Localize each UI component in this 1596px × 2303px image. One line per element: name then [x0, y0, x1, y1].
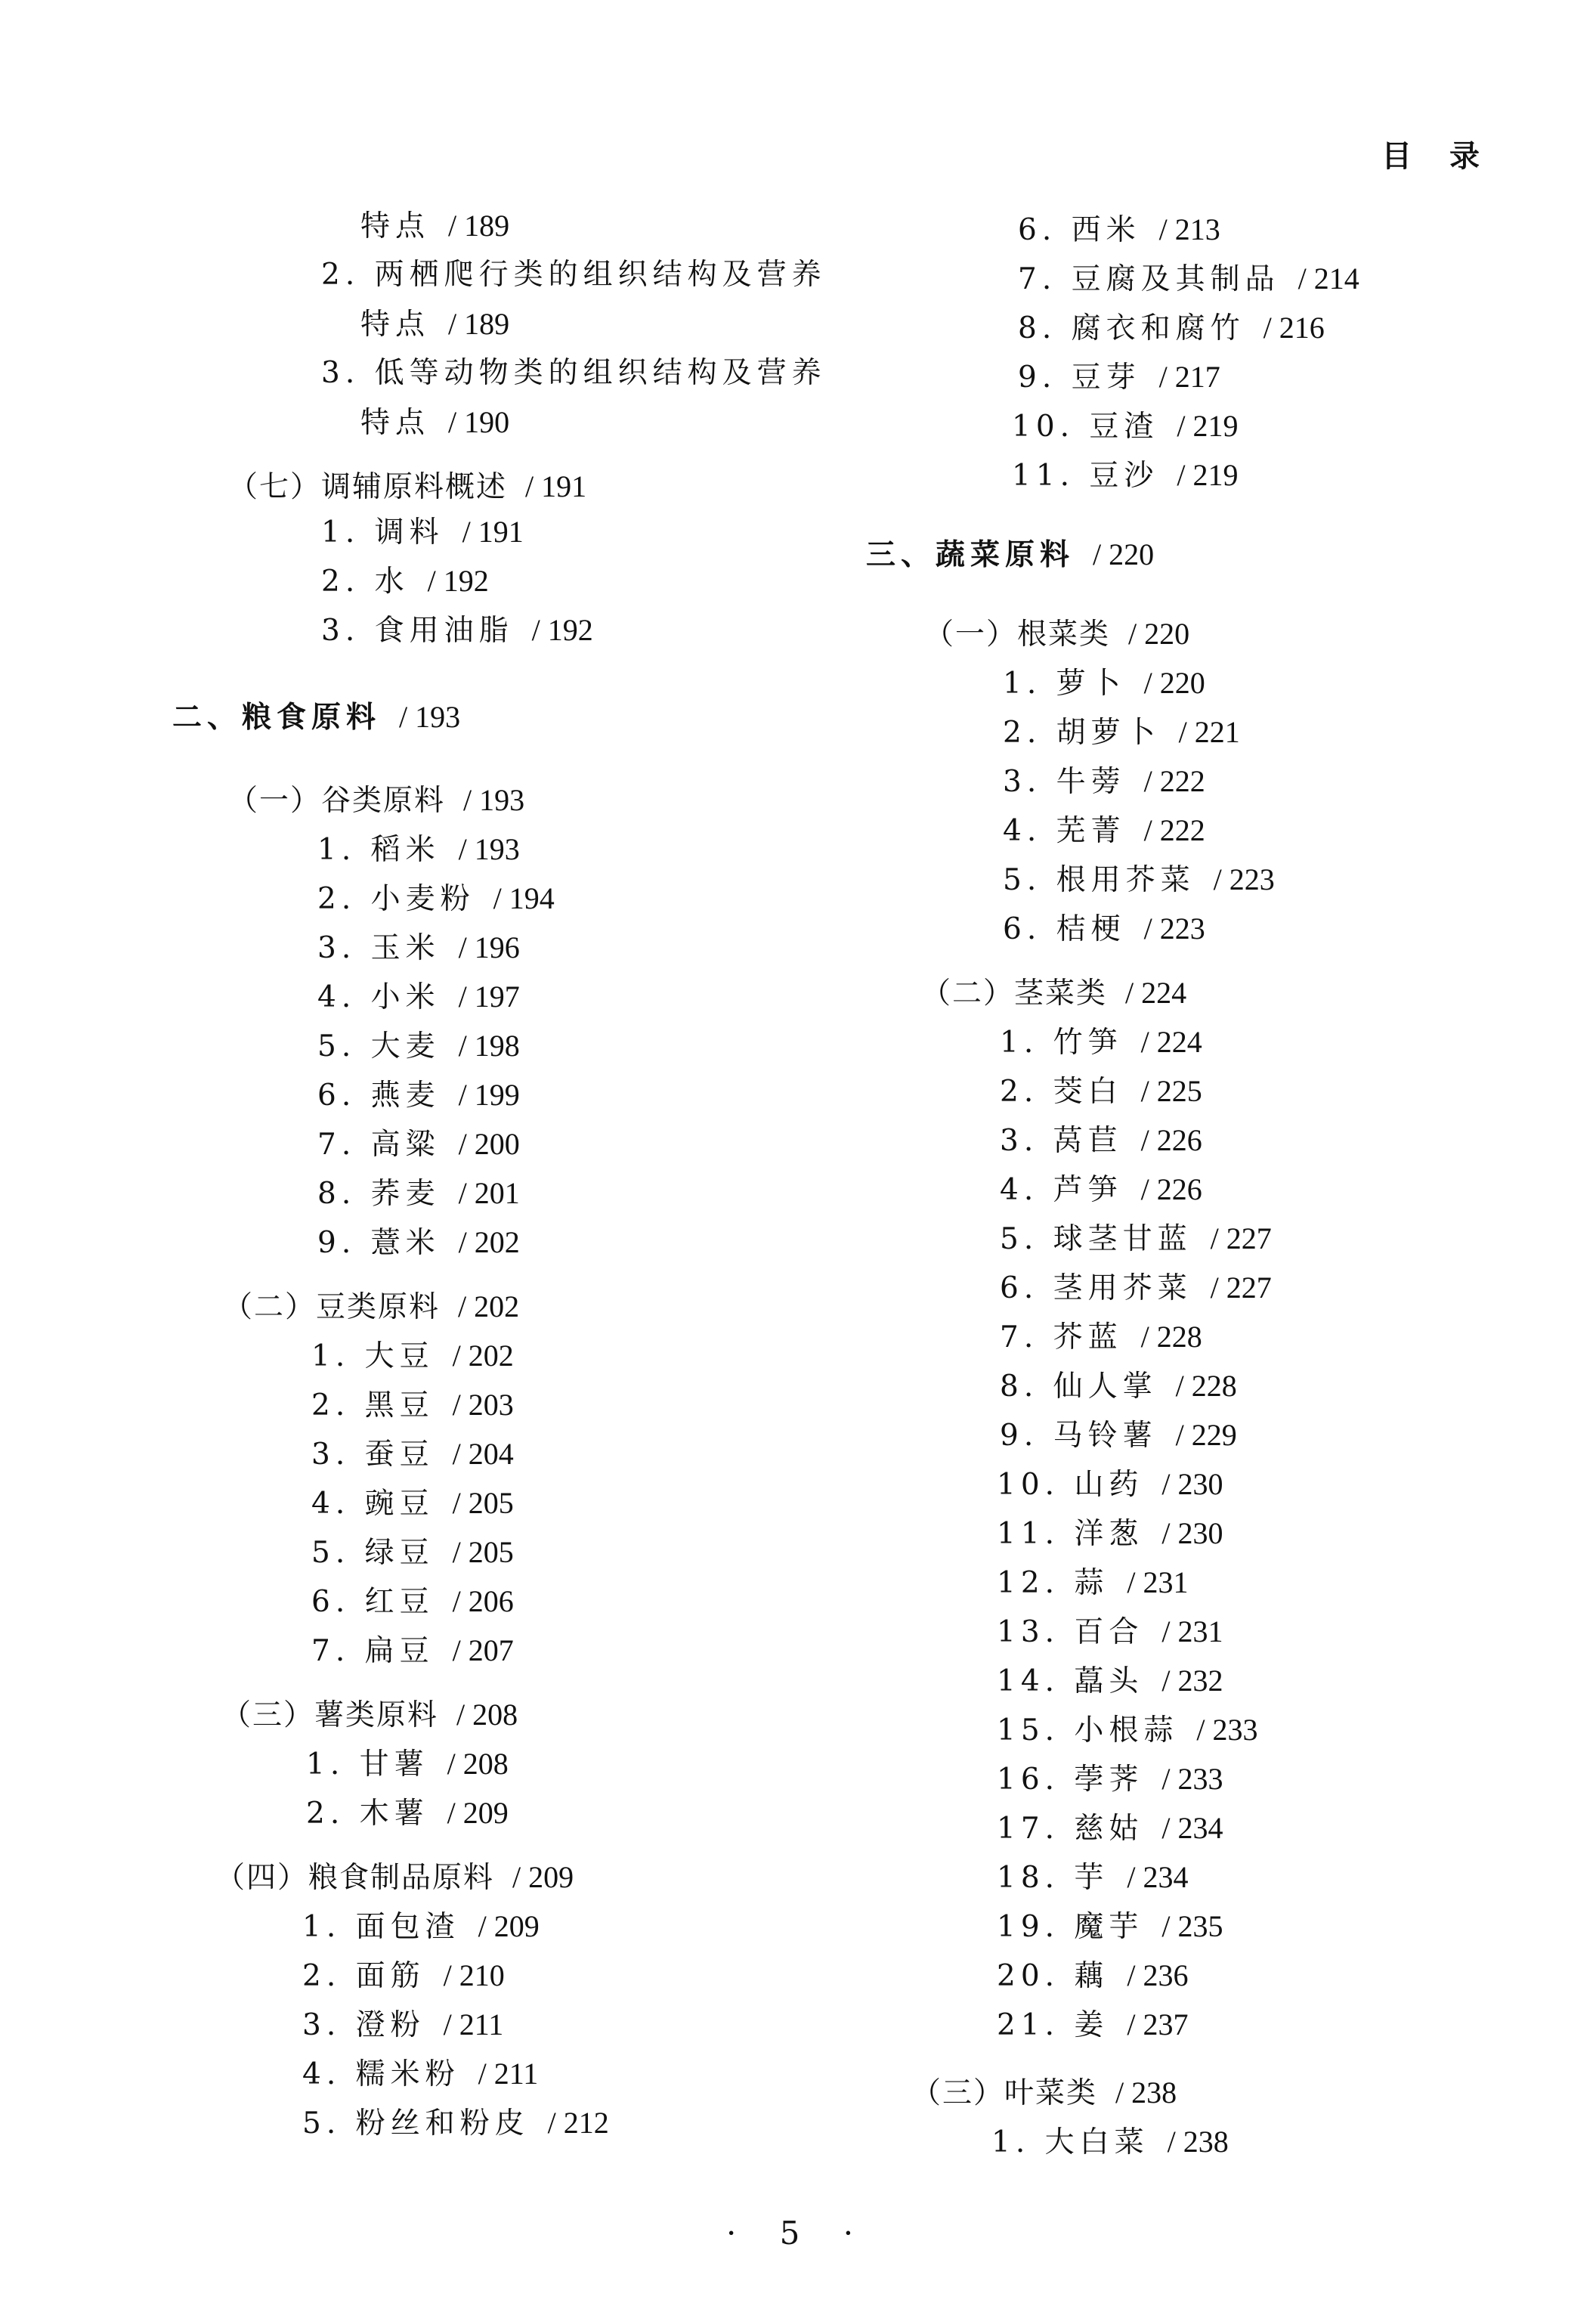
toc-entry: [1003, 665, 1205, 702]
toc-entry-page: / 206: [452, 1584, 514, 1618]
toc-entry-title: 3. 牛蒡: [1003, 765, 1126, 799]
toc-entry-page: / 193: [399, 700, 461, 734]
toc-entry-title: 5. 球茎甘蓝: [1000, 1222, 1192, 1256]
toc-entry: [321, 257, 827, 293]
toc-entry-title: 19. 魔芋: [997, 1910, 1144, 1944]
toc-entry-title: 3. 蚕豆: [311, 1438, 435, 1472]
toc-entry: [172, 699, 460, 736]
toc-entry-title: 3. 莴苣: [1000, 1124, 1123, 1158]
toc-entry-title: 6. 茎用芥菜: [1000, 1271, 1192, 1305]
toc-entry-title: 5. 粉丝和粉皮: [302, 2106, 530, 2140]
toc-entry-page: / 212: [547, 2106, 609, 2140]
toc-entry-page: / 236: [1127, 1958, 1189, 1992]
toc-entry-page: / 231: [1161, 1614, 1223, 1648]
toc-entry: [223, 1289, 519, 1326]
toc-entry-page: / 230: [1161, 1516, 1223, 1550]
toc-entry-page: / 205: [452, 1535, 514, 1569]
toc-entry-title: 3. 玉米: [317, 931, 441, 965]
toc-entry-page: / 194: [493, 881, 555, 915]
toc-entry-title: 6. 燕麦: [317, 1079, 441, 1113]
toc-entry: [321, 563, 489, 600]
toc-entry-title: 特点: [360, 209, 431, 243]
toc-entry-title: （三）薯类原料: [221, 1698, 439, 1732]
toc-entry: [321, 355, 827, 392]
toc-entry: [228, 469, 586, 506]
toc-entry-page: / 219: [1177, 458, 1239, 492]
toc-entry: [1003, 911, 1205, 948]
toc-entry-page: / 225: [1140, 1074, 1202, 1108]
toc-entry: [997, 1958, 1189, 1995]
toc-entry: [317, 831, 520, 868]
toc-entry-title: 4. 小米: [317, 980, 441, 1014]
toc-entry-title: 11. 洋葱: [997, 1517, 1144, 1551]
toc-entry: [1003, 763, 1205, 800]
toc-entry-title: 10. 山药: [997, 1468, 1144, 1502]
toc-entry-title: （一）根菜类: [924, 618, 1111, 652]
toc-entry-page: / 229: [1175, 1418, 1237, 1452]
toc-entry-title: 2. 黑豆: [311, 1388, 435, 1422]
toc-entry-title: 2. 水: [321, 565, 410, 599]
toc-entry: [228, 782, 524, 819]
toc-entry-title: 9. 豆芽: [1018, 361, 1141, 395]
toc-entry-title: 5. 绿豆: [311, 1536, 435, 1570]
toc-entry: [317, 1126, 520, 1163]
toc-entry: [321, 612, 593, 649]
toc-entry-title: 8. 腐衣和腐竹: [1018, 311, 1245, 345]
toc-entry: [311, 1633, 514, 1670]
toc-entry-title: 1. 大豆: [311, 1339, 435, 1373]
toc-entry-title: 13. 百合: [997, 1615, 1144, 1649]
toc-entry-title: 特点: [360, 308, 431, 342]
toc-entry-title: 7. 高粱: [317, 1128, 441, 1162]
toc-entry: [306, 1746, 509, 1783]
toc-entry: [997, 1614, 1223, 1651]
toc-entry: [317, 1175, 520, 1212]
toc-entry: [1003, 862, 1275, 899]
toc-entry: [317, 979, 520, 1016]
toc-entry-title: 3. 低等动物类的组织结构及营养: [321, 356, 827, 390]
toc-entry-page: / 209: [512, 1860, 574, 1894]
toc-entry-title: 1. 大白菜: [991, 2125, 1149, 2159]
toc-entry-title: 1. 稻米: [317, 833, 441, 867]
toc-entry-title: 1. 竹笋: [1000, 1026, 1123, 1060]
toc-entry-title: 6. 桔梗: [1003, 912, 1126, 946]
toc-entry: [1000, 1319, 1202, 1356]
toc-entry-title: 14. 藠头: [997, 1664, 1144, 1698]
toc-entry: [302, 1908, 540, 1945]
toc-entry-title: 1. 甘薯: [306, 1747, 429, 1781]
toc-entry-title: 5. 大麦: [317, 1029, 441, 1063]
toc-entry: [997, 1859, 1189, 1896]
toc-entry-page: / 213: [1158, 212, 1220, 246]
toc-entry-page: / 208: [456, 1698, 518, 1732]
toc-entry-title: 20. 藕: [997, 1959, 1109, 1993]
toc-entry: [997, 1761, 1223, 1798]
toc-entry-title: （一）谷类原料: [228, 784, 446, 818]
toc-entry-page: / 226: [1140, 1172, 1202, 1206]
toc-entry: [311, 1338, 514, 1375]
toc-entry-page: / 217: [1158, 360, 1220, 394]
toc-entry-page: / 202: [458, 1225, 520, 1259]
toc-entry-page: / 207: [452, 1633, 514, 1667]
toc-entry: [360, 208, 509, 245]
toc-entry-page: / 238: [1167, 2125, 1229, 2159]
toc-entry: [360, 306, 509, 343]
toc-entry-page: / 192: [427, 564, 489, 598]
toc-entry-title: 1. 调料: [321, 515, 444, 549]
toc-entry: [311, 1534, 514, 1571]
toc-entry-page: / 193: [463, 783, 525, 817]
toc-entry-page: / 220: [1093, 537, 1155, 571]
toc-entry-page: / 209: [478, 1909, 540, 1943]
toc-entry-title: 2. 胡萝卜: [1003, 716, 1161, 750]
toc-entry: [1000, 1172, 1202, 1209]
toc-entry-title: 5. 根用芥菜: [1003, 863, 1195, 897]
toc-entry-page: / 220: [1143, 666, 1205, 700]
toc-entry-page: / 221: [1178, 715, 1240, 749]
toc-entry-title: 1. 萝卜: [1003, 667, 1126, 701]
toc-entry-page: / 222: [1143, 813, 1205, 847]
toc-entry-page: / 204: [452, 1437, 514, 1471]
toc-entry: [1018, 212, 1220, 249]
toc-entry: [317, 1077, 520, 1114]
toc-entry-page: / 223: [1213, 862, 1275, 896]
toc-entry-page: / 200: [458, 1127, 520, 1161]
toc-entry-page: / 227: [1210, 1221, 1272, 1255]
toc-entry: [321, 514, 524, 551]
toc-entry-title: 7. 扁豆: [311, 1634, 435, 1668]
toc-entry-page: / 192: [531, 613, 593, 647]
running-header: 目 录: [1381, 139, 1493, 174]
toc-entry-page: / 197: [458, 980, 520, 1014]
toc-entry-title: 2. 两栖爬行类的组织结构及营养: [321, 258, 827, 292]
toc-entry-page: / 210: [443, 1958, 505, 1992]
toc-entry: [1000, 1368, 1237, 1405]
toc-entry-page: / 193: [458, 832, 520, 866]
toc-entry-page: / 237: [1127, 2007, 1189, 2041]
toc-entry: [311, 1485, 514, 1522]
toc-entry: [311, 1387, 514, 1424]
toc-entry-title: 特点: [360, 406, 431, 440]
toc-entry: [1000, 1417, 1237, 1454]
toc-entry: [1018, 261, 1359, 298]
toc-entry-page: / 230: [1161, 1467, 1223, 1501]
toc-entry-page: / 198: [458, 1029, 520, 1063]
toc-entry-page: / 235: [1161, 1909, 1223, 1943]
toc-entry-page: / 216: [1263, 311, 1325, 345]
toc-entry-page: / 219: [1177, 409, 1239, 443]
toc-entry-page: / 189: [448, 307, 510, 341]
toc-entry: [1018, 310, 1325, 347]
toc-entry: [921, 975, 1186, 1012]
toc-entry: [1000, 1122, 1202, 1159]
toc-entry-page: / 190: [448, 405, 510, 439]
toc-entry: [302, 2056, 538, 2093]
toc-entry: [997, 1515, 1223, 1552]
toc-entry-page: / 234: [1127, 1860, 1189, 1894]
toc-entry-page: / 233: [1196, 1713, 1258, 1747]
toc-entry-title: （三）叶菜类: [911, 2076, 1098, 2110]
toc-entry-title: 二、粮食原料: [172, 701, 382, 735]
toc-entry-title: 4. 豌豆: [311, 1487, 435, 1521]
toc-entry-page: / 224: [1140, 1025, 1202, 1059]
toc-entry-page: / 228: [1175, 1369, 1237, 1403]
toc-entry: [924, 616, 1189, 653]
toc-entry-title: 4. 糯米粉: [302, 2057, 460, 2091]
toc-entry-page: / 224: [1125, 976, 1187, 1010]
toc-entry-title: 18. 芋: [997, 1861, 1109, 1895]
toc-entry: [1000, 1221, 1272, 1258]
toc-entry: [1012, 457, 1239, 494]
toc-entry: [221, 1697, 518, 1734]
toc-entry-title: 16. 荸荠: [997, 1763, 1144, 1797]
toc-entry-title: 2. 茭白: [1000, 1075, 1123, 1109]
toc-entry-page: / 203: [452, 1388, 514, 1422]
toc-entry-page: / 228: [1140, 1320, 1202, 1354]
toc-entry-page: / 223: [1143, 912, 1205, 946]
toc-entry: [306, 1795, 509, 1832]
toc-entry: [360, 404, 509, 441]
toc-entry: [1000, 1270, 1272, 1307]
toc-entry-page: / 222: [1143, 764, 1205, 798]
toc-entry-title: 4. 芜菁: [1003, 814, 1126, 848]
toc-entry-page: / 208: [447, 1747, 509, 1781]
toc-entry: [997, 1663, 1223, 1700]
toc-entry: [911, 2075, 1177, 2112]
toc-entry: [317, 1224, 520, 1261]
toc-entry: [866, 537, 1154, 574]
toc-entry: [997, 2007, 1189, 2044]
toc-entry-title: 1. 面包渣: [302, 1910, 460, 1944]
toc-entry-title: 8. 仙人掌: [1000, 1370, 1158, 1404]
page-number: · 5 ·: [725, 2215, 871, 2252]
toc-entry: [317, 1028, 520, 1065]
toc-entry-title: 8. 荞麦: [317, 1177, 441, 1211]
toc-entry: [1000, 1073, 1202, 1110]
toc-entry: [1003, 813, 1205, 850]
toc-entry: [317, 881, 555, 918]
toc-entry-title: （二）豆类原料: [223, 1290, 441, 1324]
toc-entry: [997, 1466, 1223, 1503]
toc-entry-page: / 205: [452, 1486, 514, 1520]
toc-entry: [215, 1859, 574, 1896]
toc-entry-page: / 199: [458, 1078, 520, 1112]
toc-entry-title: （四）粮食制品原料: [215, 1861, 495, 1895]
toc-entry-title: 7. 芥蓝: [1000, 1320, 1123, 1354]
toc-entry-title: 3. 澄粉: [302, 2008, 425, 2042]
toc-entry-title: 三、蔬菜原料: [866, 538, 1075, 572]
toc-entry-title: （七）调辅原料概述: [228, 470, 508, 504]
toc-entry-page: / 227: [1210, 1271, 1272, 1305]
toc-entry-page: / 196: [458, 930, 520, 964]
toc-entry-title: 2. 木薯: [306, 1797, 429, 1831]
toc-entry-title: 4. 芦笋: [1000, 1173, 1123, 1207]
toc-entry-title: 7. 豆腐及其制品: [1018, 262, 1280, 296]
toc-entry-page: / 226: [1140, 1123, 1202, 1157]
toc-entry-title: 11. 豆沙: [1012, 459, 1159, 493]
toc-entry-title: 2. 小麦粉: [317, 882, 475, 916]
toc-entry-title: 15. 小根蒜: [997, 1713, 1179, 1747]
toc-entry-title: 6. 西米: [1018, 213, 1141, 247]
toc-entry-title: 9. 马铃薯: [1000, 1419, 1158, 1453]
toc-entry: [302, 1958, 505, 1995]
toc-entry: [1012, 408, 1239, 445]
toc-entry-page: / 232: [1161, 1664, 1223, 1698]
toc-entry-page: / 202: [458, 1289, 520, 1323]
toc-entry: [991, 2124, 1229, 2161]
toc-entry: [1018, 359, 1220, 396]
toc-entry: [997, 1712, 1258, 1749]
toc-entry: [317, 930, 520, 967]
toc-entry: [302, 2007, 503, 2044]
toc-entry-page: / 202: [452, 1339, 514, 1373]
toc-entry-page: / 189: [448, 209, 510, 243]
toc-entry-page: / 238: [1115, 2075, 1177, 2110]
toc-entry-page: / 231: [1127, 1565, 1189, 1599]
toc-entry-page: / 211: [443, 2007, 504, 2041]
toc-entry-page: / 211: [478, 2057, 539, 2091]
toc-entry-page: / 191: [462, 515, 524, 549]
toc-entry-title: 10. 豆渣: [1012, 410, 1159, 444]
toc-entry: [997, 1565, 1189, 1602]
toc-entry-title: （二）茎菜类: [921, 977, 1108, 1011]
toc-entry-page: / 201: [458, 1176, 520, 1210]
toc-entry-title: 6. 红豆: [311, 1585, 435, 1619]
toc-entry-title: 2. 面筋: [302, 1959, 425, 1993]
toc-entry-title: 3. 食用油脂: [321, 614, 514, 648]
toc-entry-page: / 191: [525, 469, 587, 503]
toc-entry-page: / 209: [447, 1796, 509, 1830]
toc-entry: [997, 1810, 1223, 1847]
toc-entry: [1000, 1024, 1202, 1061]
toc-entry: [302, 2105, 609, 2142]
toc-entry-page: / 220: [1128, 617, 1190, 651]
toc-entry-page: / 233: [1161, 1762, 1223, 1796]
toc-entry-title: 17. 慈姑: [997, 1812, 1144, 1846]
toc-entry: [1003, 714, 1240, 751]
toc-entry: [997, 1908, 1223, 1945]
toc-entry-title: 9. 薏米: [317, 1226, 441, 1260]
toc-entry: [311, 1583, 514, 1620]
toc-entry-title: 12. 蒜: [997, 1566, 1109, 1600]
toc-entry-title: 21. 姜: [997, 2008, 1109, 2042]
toc-entry-page: / 234: [1161, 1811, 1223, 1845]
toc-entry-page: / 214: [1298, 262, 1359, 296]
toc-entry: [311, 1436, 514, 1473]
